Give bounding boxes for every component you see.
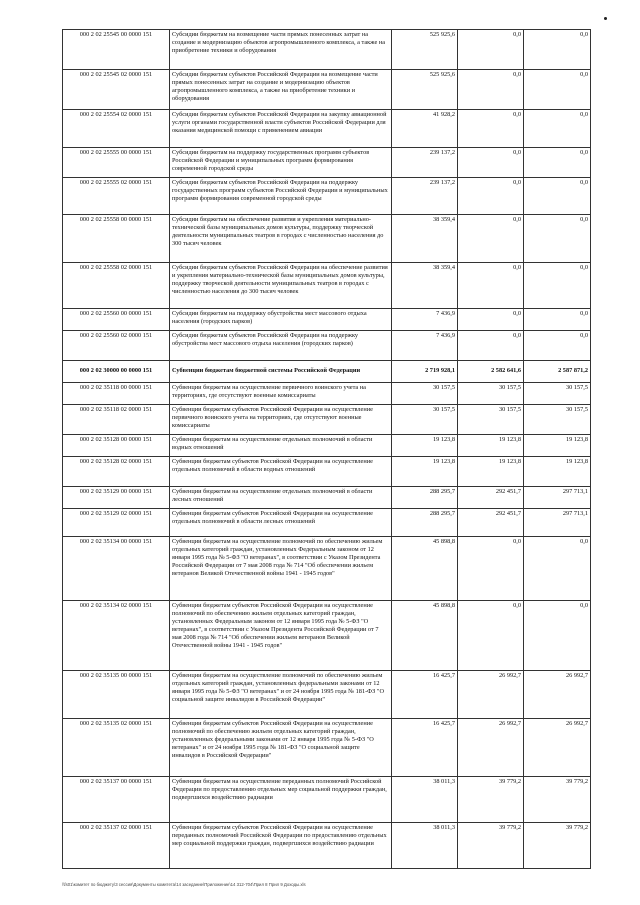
income-name: Субвенции бюджетам на осуществление переданных полномочий Российской Федерации по предоставлению отдельных мер социальной поддержки граждан, подвергшихся воздействию радиации xyxy=(170,777,392,823)
amount-year-3: 19 123,8 xyxy=(524,435,591,457)
amount-year-1: 38 011,3 xyxy=(392,777,458,823)
amount-year-2: 19 123,8 xyxy=(458,457,524,487)
amount-year-3: 0,0 xyxy=(524,110,591,148)
amount-year-2: 0,0 xyxy=(458,148,524,178)
amount-year-2: 0,0 xyxy=(458,70,524,110)
amount-year-2: 0,0 xyxy=(458,537,524,601)
amount-year-3: 19 123,8 xyxy=(524,457,591,487)
amount-year-3: 0,0 xyxy=(524,331,591,361)
income-name: Субсидии бюджетам субъектов Российской Федерации на поддержку государственных программ субъектов Российской Федерации и муниципальных программ формирования современной городской среды xyxy=(170,178,392,215)
amount-year-3: 297 713,1 xyxy=(524,509,591,537)
budget-code: 000 2 02 35134 00 0000 151 xyxy=(63,537,170,601)
amount-year-2: 0,0 xyxy=(458,110,524,148)
amount-year-1: 19 123,8 xyxy=(392,435,458,457)
amount-year-2: 19 123,8 xyxy=(458,435,524,457)
budget-income-table xyxy=(62,29,591,869)
table-row xyxy=(63,509,591,537)
amount-year-3: 26 992,7 xyxy=(524,671,591,719)
table-row xyxy=(63,777,591,823)
amount-year-3: 30 157,5 xyxy=(524,383,591,405)
amount-year-3: 0,0 xyxy=(524,148,591,178)
table-row xyxy=(63,719,591,777)
table-row xyxy=(63,487,591,509)
table-row xyxy=(63,823,591,869)
amount-year-3: 39 779,2 xyxy=(524,777,591,823)
amount-year-2: 2 582 641,6 xyxy=(458,361,524,383)
amount-year-3: 0,0 xyxy=(524,70,591,110)
table-row xyxy=(63,148,591,178)
table-row xyxy=(63,30,591,70)
budget-code: 000 2 02 25545 00 0000 151 xyxy=(63,30,170,70)
amount-year-1: 7 436,9 xyxy=(392,331,458,361)
budget-code: 000 2 02 35118 00 0000 151 xyxy=(63,383,170,405)
budget-code: 000 2 02 35129 00 0000 151 xyxy=(63,487,170,509)
amount-year-1: 45 898,8 xyxy=(392,537,458,601)
income-name: Субвенции бюджетам субъектов Российской Федерации на осуществление полномочий по обеспечению жильем отдельных категорий граждан, установленных федеральными законами от 12 января 1995 года № 5-ФЗ "О ветеранах" и от 24 ноября 1995 года № 181-ФЗ "О социальной защите инвалидов в Российской Федерации" xyxy=(170,719,392,777)
income-name: Субсидии бюджетам субъектов Российской Федерации на закупку авиационной услуги органами государственной власти субъектов Российской Федерации для оказания медицинской помощи с применением авиации xyxy=(170,110,392,148)
file-path-footer: \\fs01\комитет по бюджету\3 сессия\Документы комитета\14 заседание\Приложение\14 312-704\Прил 8 Прил 9 Доходы.xls xyxy=(62,882,306,887)
amount-year-2: 0,0 xyxy=(458,601,524,671)
budget-code: 000 2 02 35129 02 0000 151 xyxy=(63,509,170,537)
income-name: Субвенции бюджетам на осуществление полномочий по обеспечению жильем отдельных категорий граждан, установленных федеральными законами от 12 января 1995 года № 5-ФЗ "О ветеранах" и от 24 ноября 1995 года № 181-ФЗ "О социальной защите инвалидов в Российской Федерации" xyxy=(170,671,392,719)
amount-year-2: 0,0 xyxy=(458,215,524,263)
amount-year-2: 30 157,5 xyxy=(458,405,524,435)
budget-code: 000 2 02 35128 02 0000 151 xyxy=(63,457,170,487)
table-row xyxy=(63,215,591,263)
amount-year-1: 2 719 928,1 xyxy=(392,361,458,383)
amount-year-3: 0,0 xyxy=(524,215,591,263)
table-row xyxy=(63,537,591,601)
amount-year-1: 525 925,6 xyxy=(392,70,458,110)
budget-code: 000 2 02 25558 00 0000 151 xyxy=(63,215,170,263)
table-row xyxy=(63,178,591,215)
amount-year-1: 288 295,7 xyxy=(392,509,458,537)
income-name: Субвенции бюджетам субъектов Российской Федерации на осуществление полномочий по обеспечению жильем отдельных категорий граждан, установленных Федеральным законом от 12 января 1995 года № 5-ФЗ "О ветеранах", в соответствии с Указом Президента Российской Федерации от 7 мая 2008 года № 714 "Об обеспечении жильем ветеранов Великой Отечественной войны 1941 - 1945 годов" xyxy=(170,601,392,671)
table-row xyxy=(63,457,591,487)
income-name: Субсидии бюджетам субъектов Российской Федерации на возмещение части прямых понесенных затрат на создание и модернизацию объектов агропромышленного комплекса, а также на приобретение техники и оборудования xyxy=(170,70,392,110)
income-name: Субсидии бюджетам субъектов Российской Федерации на поддержку обустройства мест массового отдыха населения (городских парков) xyxy=(170,331,392,361)
amount-year-1: 38 359,4 xyxy=(392,215,458,263)
table-row xyxy=(63,383,591,405)
income-name: Субвенции бюджетам на осуществление отдельных полномочий в области лесных отношений xyxy=(170,487,392,509)
amount-year-1: 16 425,7 xyxy=(392,719,458,777)
table-row xyxy=(63,601,591,671)
budget-code: 000 2 02 35118 02 0000 151 xyxy=(63,405,170,435)
scan-speck xyxy=(604,17,607,20)
table-body xyxy=(63,30,591,869)
income-name: Субсидии бюджетам на поддержку обустройства мест массового отдыха населения (городских парков) xyxy=(170,309,392,331)
budget-code: 000 2 02 25560 02 0000 151 xyxy=(63,331,170,361)
amount-year-1: 38 359,4 xyxy=(392,263,458,309)
budget-code: 000 2 02 25560 00 0000 151 xyxy=(63,309,170,331)
income-name: Субвенции бюджетам субъектов Российской Федерации на осуществление первичного воинского учета на территориях, где отсутствуют военные комиссариаты xyxy=(170,405,392,435)
amount-year-2: 26 992,7 xyxy=(458,671,524,719)
amount-year-3: 297 713,1 xyxy=(524,487,591,509)
budget-code: 000 2 02 25554 02 0000 151 xyxy=(63,110,170,148)
amount-year-3: 2 587 871,2 xyxy=(524,361,591,383)
amount-year-2: 0,0 xyxy=(458,263,524,309)
amount-year-2: 30 157,5 xyxy=(458,383,524,405)
amount-year-2: 26 992,7 xyxy=(458,719,524,777)
amount-year-1: 288 295,7 xyxy=(392,487,458,509)
amount-year-2: 0,0 xyxy=(458,331,524,361)
amount-year-1: 525 925,6 xyxy=(392,30,458,70)
table-row xyxy=(63,263,591,309)
amount-year-1: 239 137,2 xyxy=(392,148,458,178)
amount-year-2: 0,0 xyxy=(458,30,524,70)
income-name: Субвенции бюджетам субъектов Российской Федерации на осуществление отдельных полномочий в области водных отношений xyxy=(170,457,392,487)
amount-year-3: 26 992,7 xyxy=(524,719,591,777)
income-name: Субсидии бюджетам на поддержку государственных программ субъектов Российской Федерации и муниципальных программ формирования современной городской среды xyxy=(170,148,392,178)
amount-year-3: 0,0 xyxy=(524,30,591,70)
amount-year-3: 0,0 xyxy=(524,263,591,309)
budget-code: 000 2 02 25545 02 0000 151 xyxy=(63,70,170,110)
amount-year-2: 292 451,7 xyxy=(458,487,524,509)
amount-year-3: 0,0 xyxy=(524,537,591,601)
budget-code: 000 2 02 25555 00 0000 151 xyxy=(63,148,170,178)
amount-year-1: 30 157,5 xyxy=(392,383,458,405)
amount-year-3: 39 779,2 xyxy=(524,823,591,869)
income-name: Субвенции бюджетам на осуществление полномочий по обеспечению жильем отдельных категорий граждан, установленных Федеральным законом от 12 января 1995 года № 5-ФЗ "О ветеранах", в соответствии с Указом Президента Российской Федерации от 7 мая 2008 года № 714 "Об обеспечении жильем ветеранов Великой Отечественной войны 1941 - 1945 годов" xyxy=(170,537,392,601)
amount-year-2: 39 779,2 xyxy=(458,823,524,869)
table-row xyxy=(63,70,591,110)
amount-year-1: 30 157,5 xyxy=(392,405,458,435)
budget-code: 000 2 02 35135 00 0000 151 xyxy=(63,671,170,719)
amount-year-2: 39 779,2 xyxy=(458,777,524,823)
income-name: Субвенции бюджетам субъектов Российской Федерации на осуществление переданных полномочий Российской Федерации по предоставлению отдельных мер социальной поддержки граждан, подвергшихся воздействию радиации xyxy=(170,823,392,869)
amount-year-3: 0,0 xyxy=(524,178,591,215)
income-name: Субсидии бюджетам на обеспечение развития и укрепления материально-технической базы муниципальных домов культуры, поддержку творческой деятельности муниципальных театров в городах с численностью населения до 300 тысяч человек xyxy=(170,215,392,263)
table-row xyxy=(63,309,591,331)
income-name: Субвенции бюджетам субъектов Российской Федерации на осуществление отдельных полномочий в области лесных отношений xyxy=(170,509,392,537)
budget-code: 000 2 02 25555 02 0000 151 xyxy=(63,178,170,215)
budget-code: 000 2 02 30000 00 0000 151 xyxy=(63,361,170,383)
income-name: Субсидии бюджетам субъектов Российской Федерации на обеспечение развития и укрепления материально-технической базы муниципальных домов культуры, поддержку творческой деятельности муниципальных театров в городах с численностью населения до 300 тысяч человек xyxy=(170,263,392,309)
budget-code: 000 2 02 35135 02 0000 151 xyxy=(63,719,170,777)
table-row xyxy=(63,405,591,435)
income-name: Субсидии бюджетам на возмещение части прямых понесенных затрат на создание и модернизацию объектов агропромышленного комплекса, а также на приобретение техники и оборудования xyxy=(170,30,392,70)
income-name: Субвенции бюджетам на осуществление первичного воинского учета на территориях, где отсутствуют военные комиссариаты xyxy=(170,383,392,405)
income-name: Субвенции бюджетам на осуществление отдельных полномочий в области водных отношений xyxy=(170,435,392,457)
table-row xyxy=(63,435,591,457)
amount-year-1: 239 137,2 xyxy=(392,178,458,215)
amount-year-3: 0,0 xyxy=(524,309,591,331)
amount-year-1: 19 123,8 xyxy=(392,457,458,487)
amount-year-2: 292 451,7 xyxy=(458,509,524,537)
amount-year-1: 41 928,2 xyxy=(392,110,458,148)
table-row-total xyxy=(63,361,591,383)
amount-year-2: 0,0 xyxy=(458,178,524,215)
amount-year-3: 30 157,5 xyxy=(524,405,591,435)
amount-year-1: 7 436,9 xyxy=(392,309,458,331)
amount-year-1: 38 011,3 xyxy=(392,823,458,869)
amount-year-3: 0,0 xyxy=(524,601,591,671)
table-row xyxy=(63,671,591,719)
budget-code: 000 2 02 35137 02 0000 151 xyxy=(63,823,170,869)
income-name: Субвенции бюджетам бюджетной системы Российской Федерации xyxy=(170,361,392,383)
table-row xyxy=(63,110,591,148)
budget-code: 000 2 02 35134 02 0000 151 xyxy=(63,601,170,671)
amount-year-1: 45 898,8 xyxy=(392,601,458,671)
amount-year-2: 0,0 xyxy=(458,309,524,331)
amount-year-1: 16 425,7 xyxy=(392,671,458,719)
budget-code: 000 2 02 25558 02 0000 151 xyxy=(63,263,170,309)
table-row xyxy=(63,331,591,361)
budget-code: 000 2 02 35128 00 0000 151 xyxy=(63,435,170,457)
budget-code: 000 2 02 35137 00 0000 151 xyxy=(63,777,170,823)
